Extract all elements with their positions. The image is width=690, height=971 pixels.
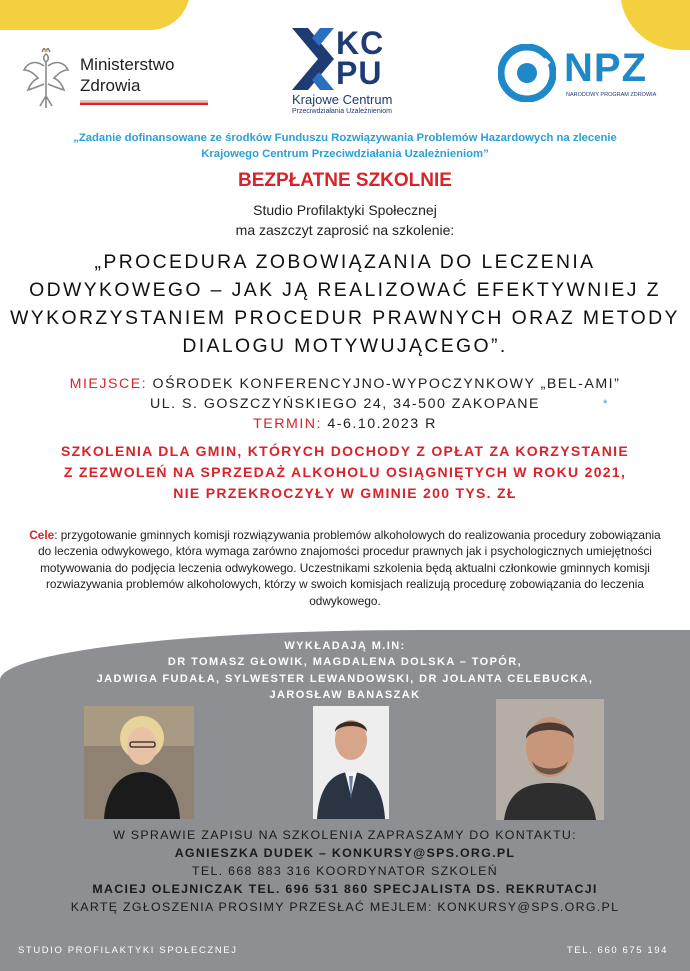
term-value: 4-6.10.2023 R bbox=[321, 416, 437, 432]
woman-portrait-icon bbox=[84, 706, 194, 819]
kcpu-logo bbox=[292, 25, 412, 120]
goals-label: Cele bbox=[29, 528, 55, 542]
lecturers-block bbox=[0, 638, 690, 704]
title-line4: DIALOGU MOTYWUJĄCEGO”. bbox=[182, 335, 508, 357]
invitation-line1: Studio Profilaktyki Społecznej bbox=[253, 202, 437, 218]
title-line3: WYKORZYSTANIEM PROCEDUR PRAWNYCH ORAZ METODY bbox=[10, 307, 680, 329]
goals-paragraph bbox=[25, 527, 665, 609]
eligibility-note bbox=[0, 441, 690, 504]
invitation bbox=[0, 200, 690, 240]
goals-text: : przygotowanie gminnych komisji rozwiązywania problemów alkoholowych do realizowania procedury zobowiązania do leczenia odwykowego, która wymaga zarówno znajomości procedur prawnych jak i psychologicznych umiejętności motywowania do podjęcia leczenia odwykowego. Uczestnikami szkolenia będą aktualni członkowie gminnych komisji rozwiazywania problemów alkoholowych, którzy w swoich komisjach realizują procedurę zobowiązania do leczenia odwykowego. bbox=[38, 528, 661, 608]
kcpu-subtitle: Przeciwdziałania Uzależnieniom bbox=[292, 108, 392, 115]
contact-line4: MACIEJ OLEJNICZAK TEL. 696 531 860 SPECJALISTA DS. REKRUTACJI bbox=[92, 882, 598, 896]
lecturers-line3: JAROSŁAW BANASZAK bbox=[269, 689, 421, 702]
footer-phone: TEL. 660 675 194 bbox=[566, 945, 668, 956]
lecturer-photo-woman bbox=[84, 706, 194, 819]
title-line1: „PROCEDURA ZOBOWIĄZANIA DO LECZENIA bbox=[94, 251, 596, 273]
kcpu-letters bbox=[336, 25, 385, 91]
contact-line3: TEL. 668 883 316 KOORDYNATOR SZKOLEŃ bbox=[192, 864, 498, 878]
contact-block bbox=[0, 826, 690, 916]
eligibility-line2: Z ZEZWOLEŃ NA SPRZEDAŻ ALKOHOLU OSIĄGNIĘTYCH W ROKU 2021, bbox=[63, 464, 627, 480]
man-in-suit-portrait-icon bbox=[313, 706, 389, 819]
npz-logo bbox=[498, 44, 668, 104]
kcpu-letters-top: KC bbox=[336, 25, 385, 61]
ministry-name-line2: Zdrowia bbox=[80, 76, 141, 95]
training-title bbox=[0, 248, 690, 360]
yellow-corner-top-right bbox=[620, 0, 690, 50]
lecturers-line2: JADWIGA FUDAŁA, SYLWESTER LEWANDOWSKI, DR JOLANTA CELEBUCKA, bbox=[96, 672, 594, 685]
eagle-emblem-icon bbox=[22, 48, 70, 110]
footer-organization: STUDIO PROFILAKTYKI SPOŁECZNEJ bbox=[18, 945, 238, 956]
contact-line1: W SPRAWIE ZAPISU NA SZKOLENIA ZAPRASZAMY DO KONTAKTU: bbox=[113, 828, 577, 842]
smiling-man-portrait-icon bbox=[496, 699, 604, 820]
kcpu-name: Krajowe Centrum bbox=[292, 92, 393, 107]
venue-address: UL. S. GOSZCZYŃSKIEGO 24, 34-500 ZAKOPANE bbox=[149, 396, 541, 412]
eligibility-line3: NIE PRZEKROCZYŁY W GMINIE 200 TYS. ZŁ bbox=[173, 485, 517, 501]
ministry-name bbox=[80, 54, 174, 96]
lecturer-photo-man-suit bbox=[313, 706, 389, 819]
lecturer-photo-man-smiling bbox=[496, 699, 604, 820]
npz-letters: NPZ bbox=[564, 46, 647, 90]
contact-line5: KARTĘ ZGŁOSZENIA PROSIMY PRZESŁAĆ MEJLEM: KONKURSY@SPS.ORG.PL bbox=[70, 900, 620, 914]
npz-subtitle: NARODOWY PROGRAM ZDROWIA bbox=[566, 92, 657, 98]
title-line2: ODWYKOWEGO – JAK JĄ REALIZOWAĆ EFEKTYWNIEJ Z bbox=[29, 279, 661, 301]
npz-swirl-icon bbox=[498, 44, 556, 102]
eligibility-line1: SZKOLENIA DLA GMIN, KTÓRYCH DOCHODY Z OPŁAT ZA KORZYSTANIE bbox=[61, 443, 629, 459]
funding-note bbox=[0, 130, 690, 162]
venue-line bbox=[0, 374, 690, 394]
invitation-line2: ma zaszczyt zaprosić na szkolenie: bbox=[235, 222, 455, 238]
headline: BEZPŁATNE SZKOLNIE bbox=[238, 170, 452, 191]
ministry-name-line1: Ministerstwo bbox=[80, 55, 175, 74]
funding-line2: Krajowego Centrum Przeciwdziałania Uzależnieniom” bbox=[201, 148, 489, 160]
term-label: TERMIN: bbox=[253, 416, 322, 432]
yellow-corner-top-left bbox=[0, 0, 190, 30]
contact-line2: AGNIESZKA DUDEK – KONKURSY@SPS.ORG.PL bbox=[174, 846, 516, 860]
kcpu-x-mark-icon bbox=[292, 28, 334, 90]
funding-line1: „Zadanie dofinansowane ze środków Funduszu Rozwiązywania Problemów Hazardowych na zlecenie bbox=[73, 132, 617, 144]
venue-label: MIEJSCE: bbox=[69, 376, 148, 392]
lecturers-line1: DR TOMASZ GŁOWIK, MAGDALENA DOLSKA – TOPÓR, bbox=[167, 656, 523, 669]
venue-block bbox=[0, 374, 690, 434]
term-line bbox=[0, 414, 690, 434]
ministry-of-health-logo bbox=[22, 48, 192, 118]
kcpu-letters-bottom: PU bbox=[336, 55, 383, 91]
asterisk-mark: * bbox=[603, 398, 608, 410]
venue-name: OŚRODEK KONFERENCYJNO-WYPOCZYNKOWY „BEL-AMI” bbox=[147, 376, 621, 392]
ministry-flag-bar bbox=[80, 100, 208, 105]
lecturers-heading: WYKŁADAJĄ M.IN: bbox=[284, 640, 406, 652]
